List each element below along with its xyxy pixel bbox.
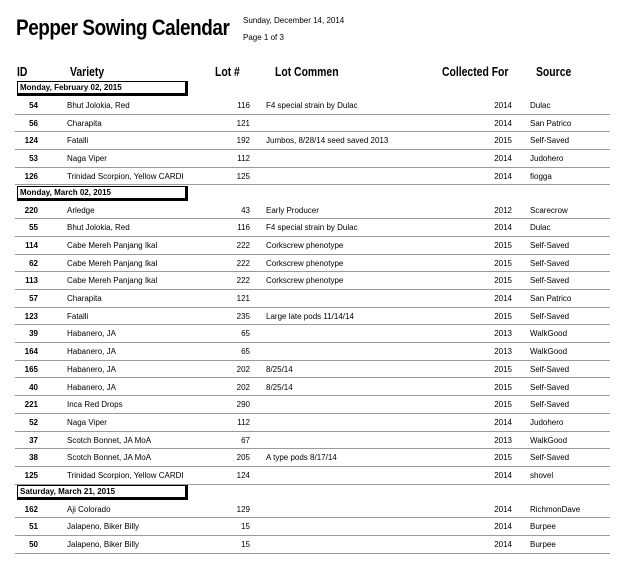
cell-comment: A type pods 8/17/14 xyxy=(266,453,337,463)
cell-variety: Fatalli xyxy=(67,311,89,321)
table-row xyxy=(0,272,626,289)
cell-collected: 2014 xyxy=(494,471,512,480)
report-date: Sunday, December 14, 2014 xyxy=(243,16,345,25)
cell-collected: 2014 xyxy=(494,540,512,550)
cell-collected: 2012 xyxy=(494,205,512,215)
cell-lot: 116 xyxy=(237,101,250,110)
table-row xyxy=(0,97,626,114)
cell-id: 114 xyxy=(25,240,38,250)
table-row xyxy=(0,467,626,484)
cell-source: WalkGood xyxy=(530,435,568,445)
group-header: Saturday, March 21, 2015 xyxy=(17,485,188,500)
cell-source: Self-Saved xyxy=(530,258,570,268)
table-row xyxy=(0,396,626,413)
cell-variety: Charapita xyxy=(67,118,102,128)
table-row xyxy=(0,290,626,307)
cell-source: Dulac xyxy=(530,223,551,233)
cell-lot: 222 xyxy=(236,258,250,268)
column-header-id: ID xyxy=(17,64,28,79)
cell-variety: Trinidad Scorpion, Yellow CARDI xyxy=(67,471,184,480)
cell-lot: 202 xyxy=(236,382,250,392)
cell-id: 40 xyxy=(29,382,38,392)
cell-source: Judohero xyxy=(530,417,564,427)
cell-source: fiogga xyxy=(530,171,552,181)
cell-variety: Scotch Bonnet, JA MoA xyxy=(67,435,152,445)
cell-collected: 2014 xyxy=(494,171,512,181)
cell-source: Judohero xyxy=(530,154,564,164)
column-header-lot: Lot # xyxy=(215,64,240,79)
cell-collected: 2014 xyxy=(494,522,512,532)
cell-id: 164 xyxy=(24,347,38,357)
cell-source: Self-Saved xyxy=(530,311,570,321)
cell-lot: 222 xyxy=(236,240,250,250)
cell-id: 51 xyxy=(29,522,38,532)
table-row xyxy=(0,518,626,535)
cell-source: San Patrico xyxy=(530,118,572,128)
cell-collected: 2013 xyxy=(494,435,512,445)
cell-id: 53 xyxy=(29,154,38,164)
table-row xyxy=(0,132,626,149)
cell-id: 52 xyxy=(29,417,38,427)
cell-source: Dulac xyxy=(530,101,551,110)
column-header-source: Source xyxy=(536,64,572,79)
cell-comment: F4 special strain by Dulac xyxy=(266,101,358,110)
cell-id: 54 xyxy=(29,101,38,110)
group-header: Monday, March 02, 2015 xyxy=(17,186,188,201)
cell-variety: Naga Viper xyxy=(67,154,107,164)
cell-lot: 129 xyxy=(236,504,250,514)
cell-id: 165 xyxy=(24,364,38,374)
cell-variety: Naga Viper xyxy=(67,417,107,427)
table-row xyxy=(0,150,626,167)
cell-collected: 2013 xyxy=(494,347,512,357)
cell-lot: 205 xyxy=(236,453,250,463)
table-row xyxy=(0,219,626,236)
column-header-collected: Collected For xyxy=(442,64,509,79)
cell-lot: 192 xyxy=(236,136,250,146)
column-header-variety: Variety xyxy=(70,64,105,79)
cell-collected: 2015 xyxy=(494,258,512,268)
cell-collected: 2015 xyxy=(494,453,512,463)
cell-lot: 121 xyxy=(236,118,250,128)
table-row xyxy=(0,325,626,342)
table-row xyxy=(0,308,626,325)
cell-collected: 2015 xyxy=(494,136,512,146)
cell-source: Self-Saved xyxy=(530,240,570,250)
cell-id: 124 xyxy=(24,136,38,146)
cell-variety: Bhut Jolokia, Red xyxy=(67,223,130,233)
cell-variety: Charapita xyxy=(67,294,102,303)
cell-id: 39 xyxy=(29,329,38,339)
cell-comment: F4 special strain by Dulac xyxy=(266,223,358,233)
page-indicator: Page 1 of 3 xyxy=(243,33,284,42)
cell-comment: Corkscrew phenotype xyxy=(266,240,344,250)
cell-id: 126 xyxy=(24,171,38,181)
table-row xyxy=(0,115,626,132)
cell-id: 56 xyxy=(29,118,38,128)
cell-collected: 2014 xyxy=(494,417,512,427)
cell-source: Self-Saved xyxy=(530,453,570,463)
cell-source: Self-Saved xyxy=(530,136,570,146)
table-row xyxy=(0,501,626,518)
cell-id: 62 xyxy=(29,258,38,268)
cell-variety: Cabe Mereh Panjang Ikal xyxy=(67,276,158,286)
table-row xyxy=(0,255,626,272)
cell-variety: Cabe Mereh Panjang Ikal xyxy=(67,240,158,250)
cell-collected: 2015 xyxy=(494,400,512,410)
cell-lot: 67 xyxy=(241,435,250,445)
cell-collected: 2014 xyxy=(494,223,512,233)
cell-collected: 2014 xyxy=(494,154,512,164)
cell-collected: 2014 xyxy=(494,294,512,303)
cell-id: 123 xyxy=(24,311,38,321)
cell-source: RichmonDave xyxy=(530,504,581,514)
cell-comment: Jumbos, 8/28/14 seed saved 2013 xyxy=(266,136,389,146)
table-row xyxy=(0,202,626,219)
cell-id: 38 xyxy=(29,453,38,463)
cell-collected: 2015 xyxy=(494,311,512,321)
cell-variety: Bhut Jolokia, Red xyxy=(67,101,130,110)
cell-id: 50 xyxy=(29,540,38,550)
cell-source: San Patrico xyxy=(530,294,572,303)
cell-id: 55 xyxy=(29,223,38,233)
cell-lot: 65 xyxy=(241,347,250,357)
cell-collected: 2014 xyxy=(494,118,512,128)
cell-variety: Fatalli xyxy=(67,136,89,146)
table-row xyxy=(0,343,626,360)
table-row xyxy=(0,536,626,553)
cell-lot: 125 xyxy=(236,171,250,181)
cell-source: Self-Saved xyxy=(530,400,570,410)
cell-variety: Trinidad Scorpion, Yellow CARDI xyxy=(67,171,184,181)
cell-comment: 8/25/14 xyxy=(266,364,293,374)
cell-comment: Early Producer xyxy=(266,205,319,215)
cell-source: Burpee xyxy=(530,540,556,550)
cell-id: 113 xyxy=(25,276,38,286)
cell-variety: Habanero, JA xyxy=(67,382,116,392)
cell-source: Self-Saved xyxy=(530,382,570,392)
cell-variety: Habanero, JA xyxy=(67,329,116,339)
cell-lot: 235 xyxy=(236,311,250,321)
cell-id: 37 xyxy=(29,435,38,445)
cell-comment: Corkscrew phenotype xyxy=(266,276,344,286)
cell-collected: 2015 xyxy=(494,364,512,374)
cell-lot: 112 xyxy=(237,154,250,164)
cell-variety: Jalapeno, Biker Billy xyxy=(67,540,140,550)
cell-lot: 43 xyxy=(241,205,250,215)
cell-source: Self-Saved xyxy=(530,276,570,286)
cell-collected: 2014 xyxy=(494,504,512,514)
cell-source: Scarecrow xyxy=(530,205,568,215)
cell-lot: 202 xyxy=(236,364,250,374)
cell-collected: 2015 xyxy=(494,276,512,286)
table-row xyxy=(0,449,626,466)
cell-id: 125 xyxy=(24,471,38,480)
cell-comment: 8/25/14 xyxy=(266,382,293,392)
report-title: Pepper Sowing Calendar xyxy=(16,15,230,40)
cell-comment: Large late pods 11/14/14 xyxy=(266,311,354,321)
cell-lot: 116 xyxy=(237,223,250,233)
cell-collected: 2014 xyxy=(494,101,512,110)
group-header: Monday, February 02, 2015 xyxy=(17,81,188,96)
cell-lot: 290 xyxy=(236,400,250,410)
cell-id: 162 xyxy=(24,504,38,514)
cell-lot: 15 xyxy=(241,540,250,550)
cell-source: shovel xyxy=(530,471,554,480)
table-row xyxy=(0,379,626,396)
cell-lot: 65 xyxy=(241,329,250,339)
cell-variety: Habanero, JA xyxy=(67,347,116,357)
cell-lot: 222 xyxy=(236,276,250,286)
cell-collected: 2015 xyxy=(494,382,512,392)
cell-source: Self-Saved xyxy=(530,364,570,374)
cell-collected: 2013 xyxy=(494,329,512,339)
table-row xyxy=(0,168,626,185)
cell-variety: Habanero, JA xyxy=(67,364,116,374)
cell-source: WalkGood xyxy=(530,347,568,357)
cell-id: 220 xyxy=(24,205,38,215)
cell-variety: Inca Red Drops xyxy=(67,400,123,410)
cell-source: WalkGood xyxy=(530,329,568,339)
cell-lot: 121 xyxy=(236,294,250,303)
cell-lot: 112 xyxy=(237,417,250,427)
cell-id: 221 xyxy=(24,400,38,410)
cell-source: Burpee xyxy=(530,522,556,532)
table-row xyxy=(0,414,626,431)
table-row xyxy=(0,432,626,449)
cell-variety: Cabe Mereh Panjang Ikal xyxy=(67,258,158,268)
cell-comment: Corkscrew phenotype xyxy=(266,258,344,268)
table-row xyxy=(0,361,626,378)
cell-lot: 15 xyxy=(241,522,250,532)
cell-lot: 124 xyxy=(236,471,250,480)
cell-variety: Arledge xyxy=(67,205,95,215)
cell-variety: Aji Colorado xyxy=(67,504,111,514)
row-divider xyxy=(15,553,610,554)
cell-collected: 2015 xyxy=(494,240,512,250)
cell-variety: Jalapeno, Biker Billy xyxy=(67,522,140,532)
cell-id: 57 xyxy=(29,294,38,303)
cell-variety: Scotch Bonnet, JA MoA xyxy=(67,453,152,463)
column-header-comment: Lot Commen xyxy=(275,64,339,79)
table-row xyxy=(0,237,626,254)
